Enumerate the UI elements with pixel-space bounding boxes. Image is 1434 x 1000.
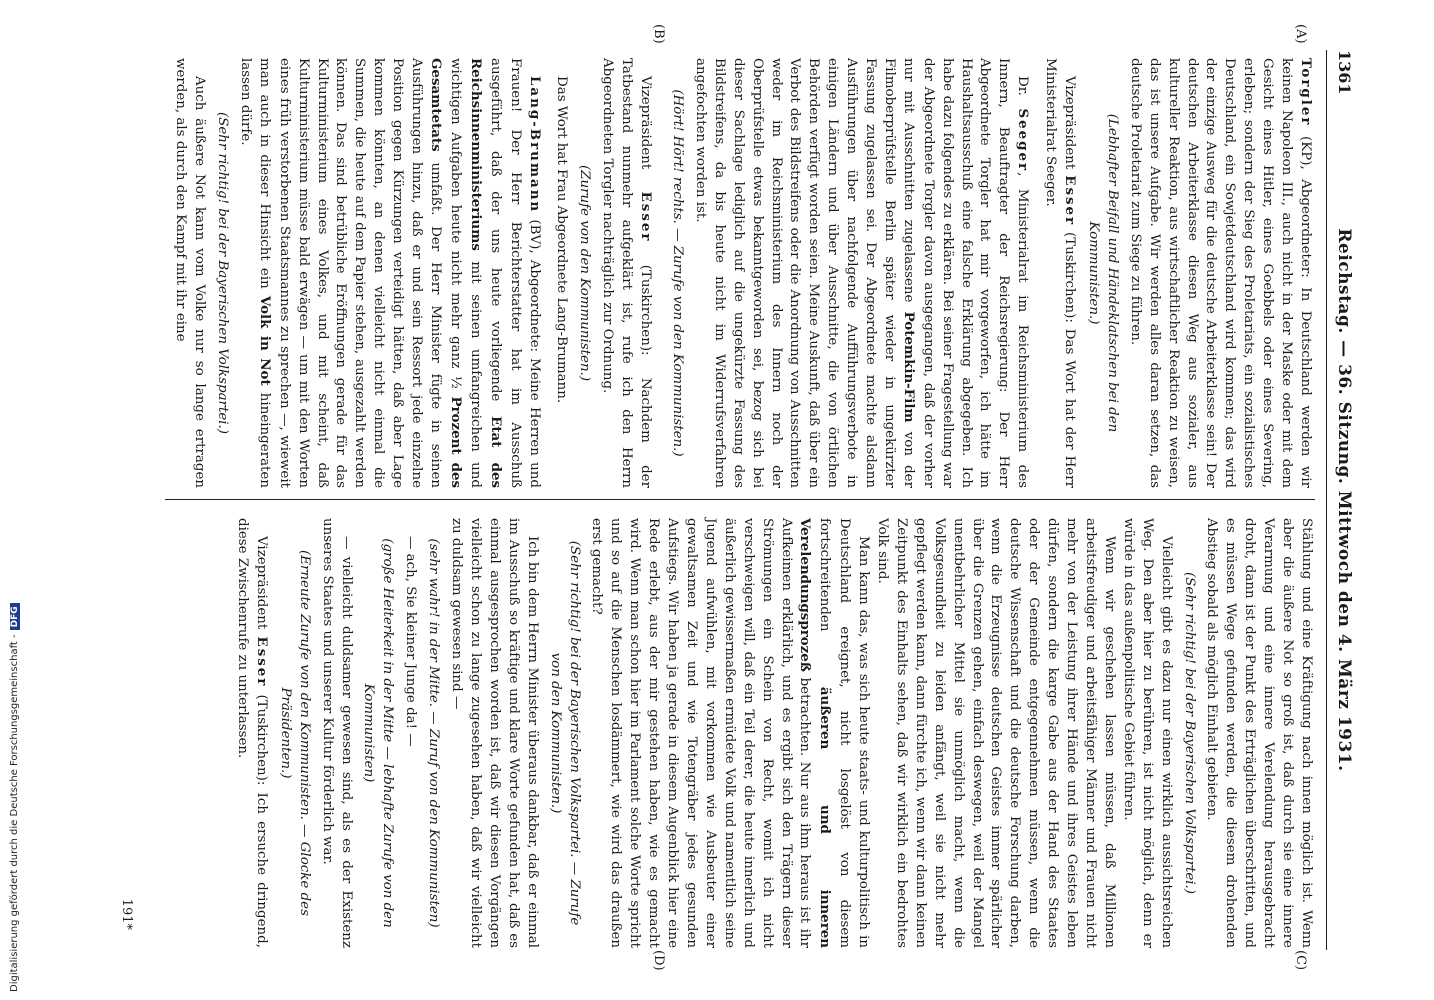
paragraph: Stählung und eine Kräftigung nach innen möglich ist. Wenn aber die äußere Not so groß ist, daß durch sie eine innere Verarmung und eine innere Verelendung herausgebracht droht, dann ist der Punkt des Erträglichen überschritten, und es müssen Wege gefunden werden, die diesem drohenden Abstieg sobald als möglich Einhalt gebieten. <box>1204 518 1314 948</box>
paragraph: Auch äußere Not kann vom Volke nur so lange ertragen werden, als durch den Kampf mit ihr eine <box>173 58 208 488</box>
dfg-logo: DFG <box>10 603 20 630</box>
interjection: (sehr wahr! in der Mitte. — Zuruf von den Kommunisten) <box>426 538 442 928</box>
speaker-name: Lang-Brumann <box>526 76 543 214</box>
paragraph: Ich bin dem Herrn Minister überaus dankbar, daß er einmal im Ausschuß so kräftige und klare Worte gefunden hat, daß es einmal ausgesprochen worden ist, daß wir diesen Vorgängen vielleicht schon zu lange zugesehen haben, daß wir vielleicht zu duldsam gewesen sind — <box>449 518 540 948</box>
margin-marker-a: (A) <box>1293 24 1308 44</box>
left-column <box>170 58 1315 488</box>
speaker-name: Esser <box>638 191 655 243</box>
interjection: (Zurufe von den Kommunisten.) <box>577 164 593 382</box>
interjection: (große Heiterkeit in der Mitte — lebhafte Zurufe von den Kommunisten) <box>361 538 396 928</box>
page-header <box>1325 50 1353 950</box>
signature-mark: 191* <box>119 898 134 930</box>
paragraph: Lang-Brumann (BV), Abgeordnete: Meine Herren und Frauen! Der Herr Berichterstatter hat im Ausschuß ausgeführt, daß der uns heute vorliegende Etat des Reichsinnenministeriums mit seinen umfangreichen und wichtigen Aufgaben heute nicht mehr ganz ½ Prozent des Gesamtetats umfaßt. Der Herr Minister fügte in seinen Ausführungen hinzu, daß er und sein Ressort jede einzelne Position gegen Kürzungen verteidigt hätten, daß aber Lage kommen könnten, an denen vielleicht nicht einmal die Summen, die heute auf dem Papier stehen, ausgezahlt werden können. Das sind betrübliche Eröffnungen gerade für das Kulturministerium eines Volkes, und mit scheint, daß Kulturministerium müsse bald erwägen — um mit den Worten eines früh verstorbenen Staatsmannes zu sprechen —, wieweit man auch in dieser Hinsicht ein Volk in Not hineingeraten lassen dürfe. <box>237 58 543 489</box>
running-head: Reichstag. — 36. Sitzung. Mittwoch den 4. März 1931. <box>1334 228 1354 772</box>
paragraph: Torgler (KP), Abgeordneter: In Deutschland werden wir keinen Napoleon III., auch nicht in der Maske oder mit dem Gesicht eines Hitler, eines Goebbels oder eines Severing, erleben; sondern der Sieg des Proletariats, ein sozialistisches Deutschland, ein Sowjetdeutschland wird kommen; das wird der einzige Ausweg für die deutsche Arbeiterklasse sein! Der deutschen Arbeiterklasse diesen Weg aus sozialer, aus kultureller Reaktion, aus wirtschaftlicher Reaktion zu weisen, das ist unsere Aufgabe. Wir werden alles daran setzen, das deutsche Proletariat zum Siege zu führen. <box>1127 58 1314 488</box>
paragraph: Vizepräsident Esser (Tuskirchen): Ich ersuche dringend, diese Zwischenrufe zu unterlassen. <box>235 518 270 948</box>
interjection: (Hört! Hört! rechts. — Zurufe von den Kommunisten.) <box>670 89 685 457</box>
paragraph: Wenn wir geschehen lassen müssen, daß Millionen arbeitsfreudiger und arbeitsfähiger Männer und Frauen nicht mehr von der Leistung ihrer Hände und ihres Geistes leben dürfen, sondern die karge Gabe aus der Hand des Staates oder der Gemeinde entgegennehmen müssen, wenn die deutsche Wissenschaft und die deutsche Forschung darben, wenn die Erzeugnisse deutschen Geistes immer spärlicher über die Grenzen gehen, einfach deswegen, weil der Mangel unentbehrlicher Mittel sie unmöglich macht, wenn die Volksgesundheit zu leiden anfängt, weil sie nicht mehr gepflegt werden kann, dann fürchte ich, wenn wir dann keinen Zeitpunkt des Einhalts sehen, daß wir wirklich ein bedrohtes Volk sind. <box>875 518 1117 948</box>
speaker-name: Esser <box>253 636 270 688</box>
speaker-name: Esser <box>1062 175 1079 227</box>
margin-marker-b: (B) <box>651 24 666 44</box>
paragraph: — vielleicht duldsamer gewesen sind, als es der Existenz unseres Staates und unserer Kultur förderlich war. <box>319 518 354 948</box>
digitization-text: Digitalisierung gefördert durch die Deutsche Forschungsgemeinschaft - <box>9 634 20 992</box>
speaker-name: Seeger <box>1015 108 1032 173</box>
paragraph: Das Wort hat Frau Abgeordnete Lang-Brumann. <box>554 76 570 404</box>
speaker-name: Torgler <box>1298 58 1314 127</box>
interjection: (Sehr richtig! bei der Bayerischen Volkspartei. — Zurufe von den Kommunisten.) <box>547 540 582 926</box>
paragraph: Vizepräsident Esser (Tuskirchen): Das Wort hat der Herr Ministerialrat Seeger. <box>1043 58 1079 488</box>
digitization-note <box>9 603 20 992</box>
interjection: (Lebhafter Beifall und Händeklatschen bei den Kommunisten.) <box>1086 113 1120 433</box>
document-page <box>67 10 1367 990</box>
paragraph: Vizepräsident Esser (Tuskirchen): Nachdem der Tatbestand nunmehr aufgeklärt ist, rufe ich den Herrn Abgeordneten Torgler nachträglich zur Ordnung. <box>600 58 655 488</box>
page-number: 1361 <box>1335 50 1354 95</box>
interjection: (Sehr richtig! bei der Bayerischen Volkspartei.) <box>1181 571 1197 895</box>
interjection: (Sehr richtig! bei der Bayerischen Volkspartei.) <box>215 111 231 435</box>
margin-marker-c: (C) <box>1293 950 1308 971</box>
paragraph: Dr. Seeger, Ministerialrat im Reichsministerium des Innern, Beauftragter der Reichsregierung: Der Herr Abgeordnete Torgler hat mir vorgeworfen, ich hätte im Haushaltsausschuß eine falsche Erklärung abgegeben. Ich habe dazu folgendes zu erklären. Bei seiner Fragestellung war der Abgeordnete Torgler davon ausgegangen, daß der vorher nur mit Ausschnitten zugelassene Potemkin-Film von der Filmoberprüfstelle Berlin später wieder in ungekürzter Fassung zugelassen sei. Der Abgeordnete machte alsdann Ausführungen über nachfolgende Aufführungsverbote in einigen Ländern und über Ausschnitte, die von örtlichen Behörden verfügt worden seien. Meine Auskunft, daß über ein Verbot des Bildstreifens oder die Anordnung von Ausschnitten weder im Reichsministerium des Innern noch der Oberprüfstelle etwas bekanntgeworden sei, bezog sich bei dieser Sachlage lediglich auf die ungekürzte Fassung des Bildstreifens, da bis heute nicht im Widerrufsverfahren angefochten worden ist. <box>692 58 1032 488</box>
margin-marker-d: (D) <box>651 950 666 971</box>
column-divider <box>165 499 1315 500</box>
right-column <box>232 518 1315 948</box>
paragraph: — ach, Sie kleiner Junge da! — <box>403 536 419 747</box>
paragraph: Man kann das, was sich heute staats- und kulturpolitisch in Deutschland ereignet, nicht losgelöst von diesem fortschreitenden äußeren und inneren Verelendungsprozeß betrachten. Nur aus ihm heraus ist ihr Aufkeimen erklärlich, und es ergibt sich den Trägern dieser Strömungen ein Schein von Recht, womit ich nicht verschweigen will, daß ein Teil derer, die heute innerlich und äußerlich gewissermaßen ermüdete Volk und namentlich seine Jugend aufwühlen, mit vorkommen wie Ausbeuter einer gewaltsamen Zeit und wie Totengräber jedes gesunden Aufstiegs. Wir haben ja gerade in diesem Augenblick hier eine Rede erlebt, aus der mir gestehen haben, wie es gemacht wird. Wenn man schon hier im Parlament solche Worte spricht und so auf die Menschen losdämmert, wie wird das draußen erst gemacht? <box>589 518 872 948</box>
header-rule <box>1326 50 1327 950</box>
paragraph: Vielleicht gibt es dazu nur einen wirklich aussichtsreichen Weg. Den aber hier zu berühren, ist nicht möglich, denn er würde in das außenpolitische Gebiet führen. <box>1120 518 1174 948</box>
interjection: (Erneute Zurufe von den Kommunisten. — Glocke des Präsidenten.) <box>277 550 312 916</box>
